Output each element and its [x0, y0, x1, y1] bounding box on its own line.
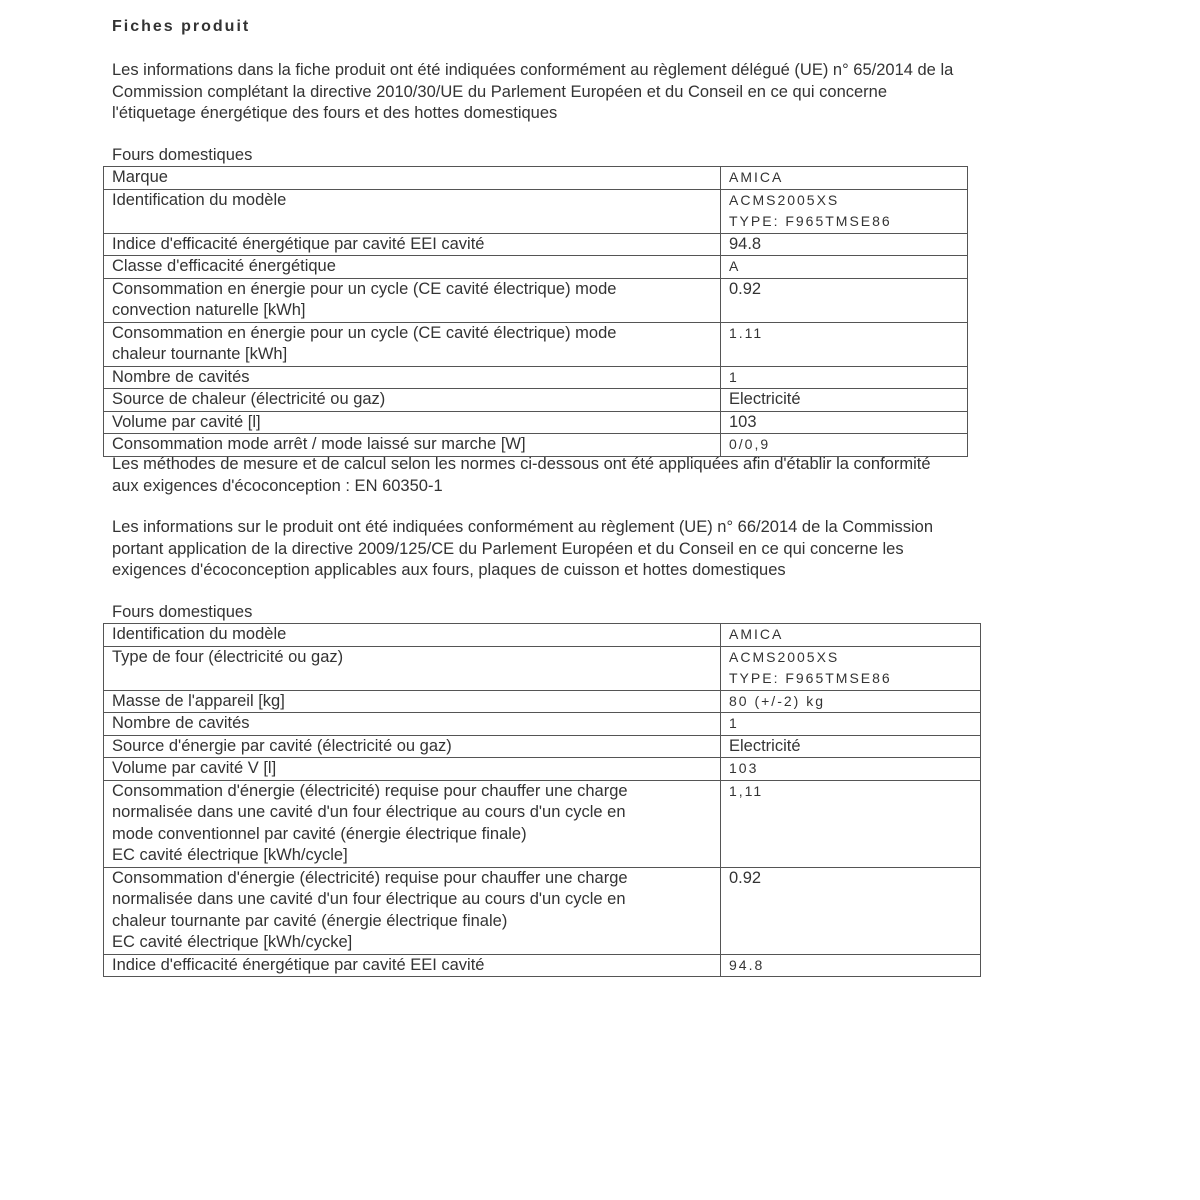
row-value: 1.11 — [721, 322, 968, 366]
row-value: Electricité — [721, 389, 968, 412]
row-value: A — [721, 256, 968, 279]
product-sheet-table-2 — [103, 623, 981, 977]
text-line: Les méthodes de mesure et de calcul selon les normes ci-dessous ont été appliquées afin d'établir la conformité — [112, 455, 931, 473]
row-value: 94.8 — [721, 233, 968, 256]
row-label: Marque — [104, 167, 721, 190]
text-line: l'étiquetage énergétique des fours et des hottes domestiques — [112, 104, 558, 122]
table-row — [104, 233, 968, 256]
row-label: Identification du modèle — [104, 189, 721, 233]
row-label: Consommation en énergie pour un cycle (CE cavité électrique) mode convection naturelle [kWh] — [104, 278, 721, 322]
intro-paragraph-2 — [112, 517, 933, 582]
row-value: Electricité — [721, 735, 981, 758]
table-row — [104, 366, 968, 389]
table-row — [104, 780, 981, 867]
row-value: ACMS2005XS TYPE: F965TMSE86 — [721, 189, 968, 233]
row-label: Volume par cavité [l] — [104, 411, 721, 434]
section-label-2: Fours domestiques — [112, 603, 253, 621]
page-title: Fiches produit — [112, 18, 251, 35]
text-line: exigences d'écoconception applicables aux fours, plaques de cuisson et hottes domestiques — [112, 561, 786, 579]
row-label: Volume par cavité V [l] — [104, 758, 721, 781]
row-label: Nombre de cavités — [104, 366, 721, 389]
section-label-1: Fours domestiques — [112, 146, 253, 164]
text-line: Commission complétant la directive 2010/30/UE du Parlement Européen et du Conseil en ce qui concerne — [112, 82, 888, 101]
text-line: Les informations dans la fiche produit ont été indiquées conformément au règlement délégué (UE) n° 65/2014 de la — [112, 61, 954, 79]
row-label: Source de chaleur (électricité ou gaz) — [104, 389, 721, 412]
table-row — [104, 646, 981, 690]
row-value: 103 — [721, 758, 981, 781]
row-value: 0/0,9 — [721, 434, 968, 457]
row-label: Consommation d'énergie (électricité) requise pour chauffer une charge normalisée dans une cavité d'un four électrique au cours d'un cycle en mode conventionnel par cavité (énergie électrique finale) EC cavité électrique [kWh/cycle] — [104, 780, 721, 867]
text-line: portant application de la directive 2009/125/CE du Parlement Européen et du Conseil en ce qui concerne les — [112, 539, 904, 558]
row-value: 1,11 — [721, 780, 981, 867]
row-value: 0.92 — [721, 867, 981, 954]
table-row — [104, 434, 968, 457]
row-label: Indice d'efficacité énergétique par cavité EEI cavité — [104, 954, 721, 977]
row-value: AMICA — [721, 624, 981, 647]
table-row — [104, 690, 981, 713]
table-row — [104, 735, 981, 758]
table-row — [104, 411, 968, 434]
table-row — [104, 189, 968, 233]
table-row — [104, 867, 981, 954]
row-label: Consommation d'énergie (électricité) requise pour chauffer une charge normalisée dans une cavité d'un four électrique au cours d'un cycle en chaleur tournante par cavité (énergie électrique finale) EC cavité électrique [kWh/cycke] — [104, 867, 721, 954]
product-sheet-table-1 — [103, 166, 968, 457]
row-value: 0.92 — [721, 278, 968, 322]
row-label: Consommation mode arrêt / mode laissé sur marche [W] — [104, 434, 721, 457]
row-label: Masse de l'appareil [kg] — [104, 690, 721, 713]
table-row — [104, 278, 968, 322]
row-label: Classe d'efficacité énergétique — [104, 256, 721, 279]
row-label: Identification du modèle — [104, 624, 721, 647]
table-row — [104, 713, 981, 736]
text-line: aux exigences d'écoconception : EN 60350-1 — [112, 476, 443, 495]
table-row — [104, 389, 968, 412]
row-label: Consommation en énergie pour un cycle (CE cavité électrique) mode chaleur tournante [kWh] — [104, 322, 721, 366]
row-value: 1 — [721, 366, 968, 389]
row-value: 103 — [721, 411, 968, 434]
row-value: 1 — [721, 713, 981, 736]
table-row — [104, 256, 968, 279]
methods-paragraph — [112, 454, 931, 497]
table-row — [104, 954, 981, 977]
table-row — [104, 758, 981, 781]
row-value: 80 (+/-2) kg — [721, 690, 981, 713]
row-label: Indice d'efficacité énergétique par cavité EEI cavité — [104, 233, 721, 256]
intro-paragraph-1 — [112, 60, 953, 125]
table-row — [104, 624, 981, 647]
row-label: Nombre de cavités — [104, 713, 721, 736]
row-value: 94.8 — [721, 954, 981, 977]
table-row — [104, 167, 968, 190]
row-label: Source d'énergie par cavité (électricité ou gaz) — [104, 735, 721, 758]
table-row — [104, 322, 968, 366]
row-label: Type de four (électricité ou gaz) — [104, 646, 721, 690]
row-value: ACMS2005XS TYPE: F965TMSE86 — [721, 646, 981, 690]
row-value: AMICA — [721, 167, 968, 190]
text-line: Les informations sur le produit ont été indiquées conformément au règlement (UE) n° 66/2014 de la Commission — [112, 518, 934, 536]
